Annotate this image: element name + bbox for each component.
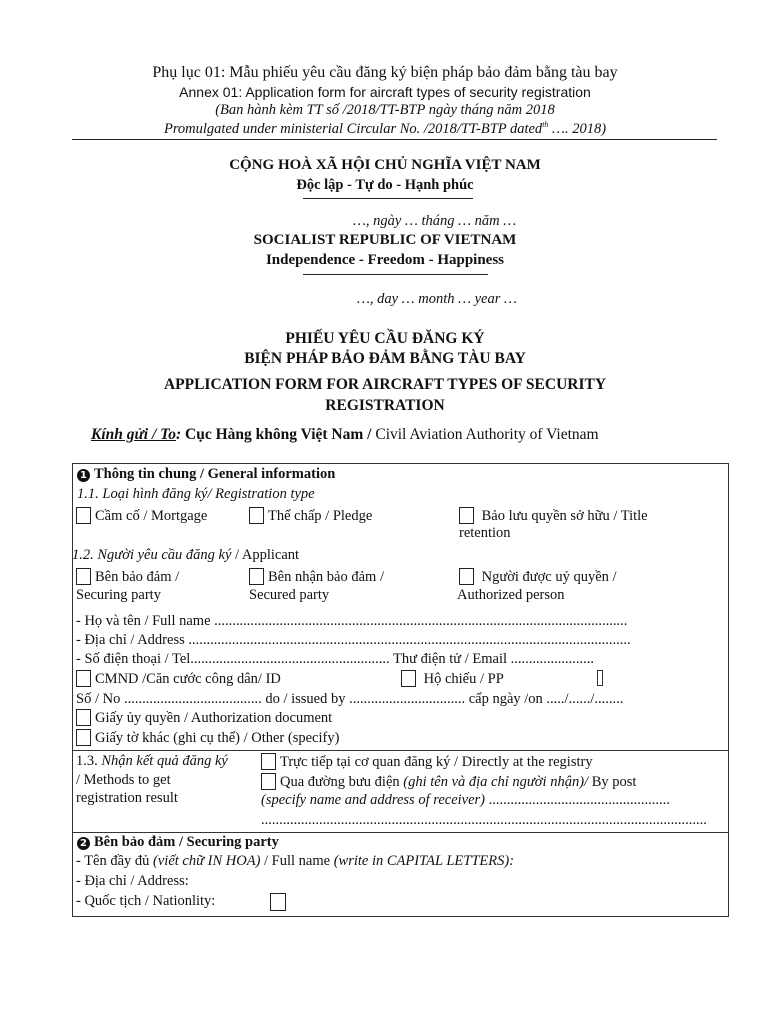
motto-en-underline	[303, 274, 488, 275]
applicant-authorized-person-en: Authorized person	[457, 587, 565, 603]
national-motto-vi: Độc lập - Tự do - Hạnh phúc	[296, 177, 474, 193]
authorization-document-option[interactable]: Giấy ủy quyền / Authorization document	[76, 709, 332, 727]
applicant-secured-party-en: Secured party	[249, 587, 330, 603]
missing-glyph-icon	[597, 670, 603, 686]
nationality-checkbox[interactable]	[270, 893, 286, 911]
section2-heading: 2 Bên bảo đảm / Securing party	[77, 834, 279, 851]
authorized-person-checkbox[interactable]	[459, 568, 474, 585]
applicant-secured-party[interactable]: Bên nhận bảo đảm /	[249, 568, 384, 586]
reg-type-pledge[interactable]: Thế chấp / Pledge	[249, 507, 372, 525]
national-name-vi: CỘNG HOÀ XÃ HỘI CHỦ NGHĨA VIỆT NAM	[229, 157, 541, 173]
result-post-option[interactable]: Qua đường bưu điện (ghi tên và địa chỉ người nhận)/ By post	[261, 773, 636, 791]
reg-type-title-retention[interactable]: Bảo lưu quyền sở hữu / Title	[459, 507, 648, 525]
result-direct-option[interactable]: Trực tiếp tại cơ quan đăng ký / Directly at the registry	[261, 753, 593, 771]
securing-party-full-name-label[interactable]: - Tên đầy đủ (viết chữ IN HOA) / Full name (write in CAPITAL LETTERS):	[76, 853, 515, 869]
phone-email-field[interactable]: - Số điện thoại / Tel....................................................... Thư điện tử / Email .......................	[76, 651, 595, 667]
form-title-en-2: REGISTRATION	[325, 397, 445, 414]
passport-checkbox[interactable]	[401, 670, 416, 687]
result-method-label-en-2: registration result	[76, 790, 178, 806]
receiver-name-address-field[interactable]: (specify name and address of receiver) ..................................................	[261, 792, 670, 808]
applicant-securing-party[interactable]: Bên bảo đảm /	[76, 568, 179, 586]
recipient-line: Kính gửi / To: Cục Hàng không Việt Nam / Civil Aviation Authority of Vietnam	[91, 426, 599, 443]
by-post-checkbox[interactable]	[261, 773, 276, 790]
pledge-checkbox[interactable]	[249, 507, 264, 524]
header-divider	[72, 139, 717, 140]
date-line-en: …, day … month … year …	[357, 291, 517, 307]
national-motto-en: Independence - Freedom - Happiness	[265, 252, 505, 268]
result-method-label: 1.3. Nhận kết quả đăng ký	[76, 753, 228, 769]
form-title-en-1: APPLICATION FORM FOR AIRCRAFT TYPES OF SECURITY	[163, 376, 607, 393]
securing-party-address-label[interactable]: - Địa chỉ / Address:	[76, 873, 189, 889]
direct-registry-checkbox[interactable]	[261, 753, 276, 770]
full-name-field[interactable]: - Họ và tên / Full name ..................................................................................................................	[76, 613, 628, 629]
result-method-label-en: / Methods to get	[76, 772, 171, 788]
applicant-label: 1.2. Người yêu cầu đăng ký / Applicant	[72, 547, 300, 563]
date-line-vi: …, ngày … tháng … năm …	[353, 213, 517, 229]
row-divider-1	[73, 750, 728, 751]
issued-note-vi: (Ban hành kèm TT số /2018/TT-BTP ngày tháng năm 2018	[215, 102, 555, 118]
registration-type-label: 1.1. Loại hình đăng ký/ Registration type	[77, 486, 315, 502]
authorization-document-checkbox[interactable]	[76, 709, 91, 726]
row-divider-2	[73, 832, 728, 833]
passport-option[interactable]: Hộ chiếu / PP	[401, 670, 504, 688]
national-name-en: SOCIALIST REPUBLIC OF VIETNAM	[253, 232, 517, 248]
motto-vi-underline	[303, 198, 473, 199]
form-title-vi-1: PHIẾU YÊU CẦU ĐĂNG KÝ	[285, 330, 485, 347]
issued-note-en: Promulgated under ministerial Circular No. /2018/TT-BTP dated$^{th}$ …. 2018)	[163, 120, 607, 137]
applicant-securing-party-en: Securing party	[76, 587, 161, 603]
form-title-vi-2: BIỆN PHÁP BẢO ĐẢM BẰNG TÀU BAY	[244, 350, 526, 367]
section1-heading: 1 Thông tin chung / General information	[77, 466, 335, 483]
number-1-icon: 1	[77, 469, 90, 482]
secured-party-checkbox[interactable]	[249, 568, 264, 585]
appendix-title-vi: Phụ lục 01: Mẫu phiếu yêu cầu đăng ký biện pháp bảo đảm bằng tàu bay	[152, 64, 618, 81]
address-field[interactable]: - Địa chỉ / Address ..........................................................................................................................	[76, 632, 631, 648]
number-2-icon: 2	[77, 837, 90, 850]
id-card-checkbox[interactable]	[76, 670, 91, 687]
securing-party-checkbox[interactable]	[76, 568, 91, 585]
mortgage-checkbox[interactable]	[76, 507, 91, 524]
receiver-address-line-2[interactable]: ...........................................................................................................................	[261, 812, 707, 828]
other-document-option[interactable]: Giấy tờ khác (ghi cụ thể) / Other (specify)	[76, 729, 339, 747]
reg-type-title-retention-cont: retention	[459, 525, 511, 541]
document-number-field[interactable]: Số / No ...................................... do / issued by ................................ cấp ngày /on ...../....../........	[76, 691, 624, 707]
reg-type-mortgage[interactable]: Cầm cố / Mortgage	[76, 507, 207, 525]
applicant-authorized-person[interactable]: Người được uỷ quyền /	[459, 568, 617, 586]
securing-party-nationality-label: - Quốc tịch / Nationlity:	[76, 893, 216, 909]
appendix-title-en: Annex 01: Application form for aircraft types of security registration	[179, 84, 591, 100]
id-card-option[interactable]: CMND /Căn cước công dân/ ID	[76, 670, 281, 688]
title-retention-checkbox[interactable]	[459, 507, 474, 524]
other-document-checkbox[interactable]	[76, 729, 91, 746]
